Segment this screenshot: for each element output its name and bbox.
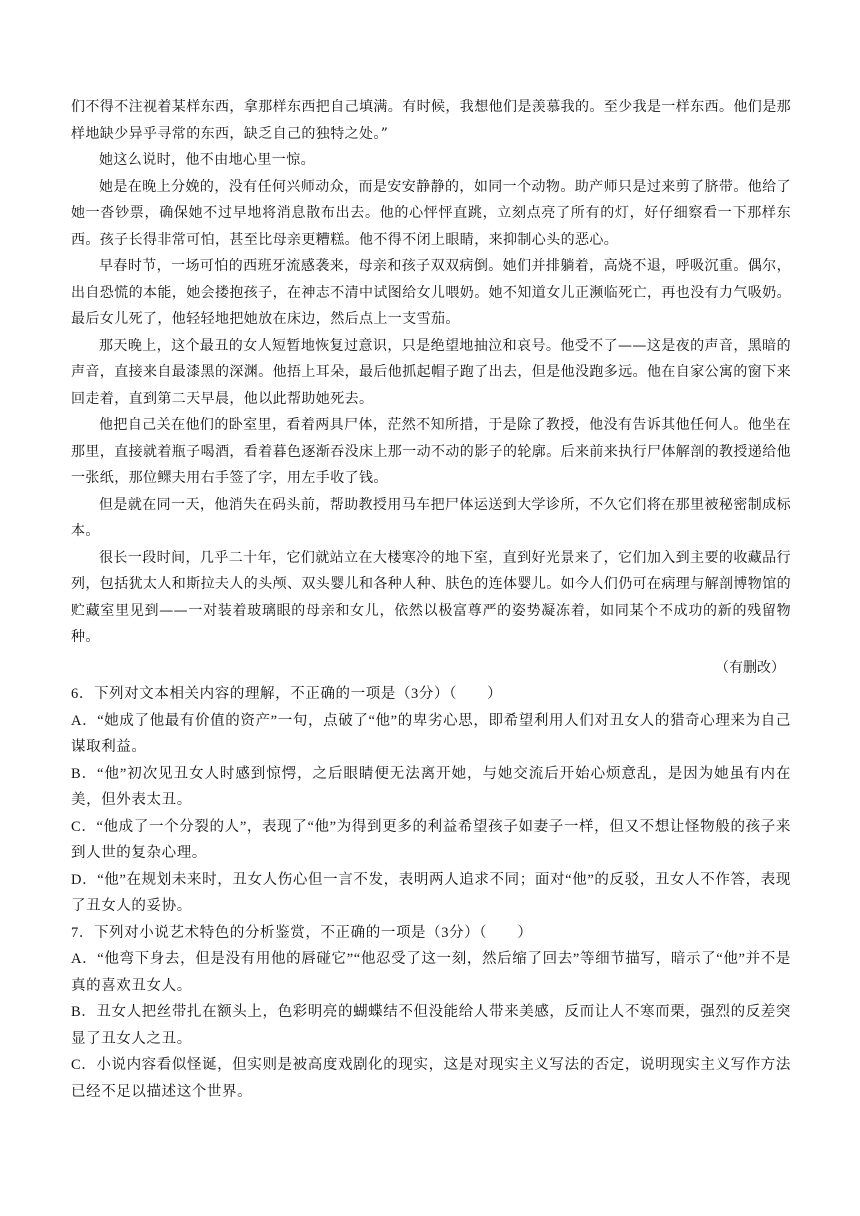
- question-7: [71, 920, 791, 1106]
- passage-paragraph: 但是就在同一天，他消失在码头前，帮助教授用马车把尸体运送到大学诊所，不久它们将在那里被秘密制成标本。: [71, 496, 791, 539]
- option-c: C．“他成了一个分裂的人”，表现了“他”为得到更多的利益希望孩子如妻子一样，但又不想让怪物般的孩子来到人世的复杂心理。: [71, 818, 791, 861]
- source-note: （有删改）: [715, 659, 785, 676]
- question-6: [71, 681, 791, 920]
- option-d: D．“他”在规划未来时，丑女人伤心但一言不发，表明两人追求不同；面对“他”的反驳，丑女人不作答，表现了丑女人的妥协。: [71, 871, 791, 914]
- option-c: C．小说内容看似怪诞，但实则是被高度戏剧化的现实，这是对现实主义写法的否定，说明现实主义写作方法已经不足以描述这个世界。: [71, 1057, 791, 1100]
- question-stem: 7．下列对小说艺术特色的分析鉴赏，不正确的一项是（3分）（ ）: [71, 924, 533, 941]
- passage-paragraph: 很长一段时间，几乎二十年，它们就站立在大楼寒冷的地下室，直到好光景来了，它们加入到主要的收藏品行列，包括犹太人和斯拉夫人的头颅、双头婴儿和各种人种、肤色的连体婴儿。如今人们仍可在病理与解剖博物馆的贮藏室里见到——一对装着玻璃眼的母亲和女儿，依然以极富尊严的姿势凝冻着，如同某个不成功的新的残留物种。: [71, 549, 791, 645]
- option-a: A．“他弯下身去，但是没有用他的唇碰它”“他忍受了这一刻，然后缩了回去”等细节描写，暗示了“他”并不是真的喜欢丑女人。: [71, 951, 791, 994]
- passage-paragraph: 她是在晚上分娩的，没有任何兴师动众，而是安安静静的，如同一个动物。助产师只是过来剪了脐带。他给了她一沓钞票，确保她不过早地将消息散布出去。他的心怦怦直跳，立刻点亮了所有的灯，好仔细察看一下那样东西。孩子长得非常可怕，甚至比母亲更糟糕。他不得不闭上眼睛，来抑制心头的恶心。: [71, 178, 791, 248]
- passage-paragraph: 们不得不注视着某样东西，拿那样东西把自己填满。有时候，我想他们是羡慕我的。至少我是一样东西。他们是那样地缺少异乎寻常的东西，缺乏自己的独特之处。”: [71, 99, 791, 142]
- exam-page: [71, 94, 791, 1105]
- option-b: B．“他”初次见丑女人时感到惊愕，之后眼睛便无法离开她，与她交流后开始心烦意乱，是因为她虽有内在美，但外表太丑。: [71, 765, 791, 808]
- option-a: A．“她成了他最有价值的资产”一句，点破了“他”的卑劣心思，即希望利用人们对丑女人的猎奇心理来为自己谋取利益。: [71, 712, 791, 755]
- passage-paragraph: 早春时节，一场可怕的西班牙流感袭来，母亲和孩子双双病倒。她们并排躺着，高烧不退，呼吸沉重。偶尔，出自恐慌的本能，她会搂抱孩子，在神志不清中试图给女儿喂奶。她不知道女儿正濒临死亡，再也没有力气吸奶。最后女儿死了，他轻轻地把她放在床边，然后点上一支雪茄。: [71, 258, 791, 327]
- reading-passage: [71, 94, 791, 681]
- passage-paragraph: 他把自己关在他们的卧室里，看着两具尸体，茫然不知所措，于是除了教授，他没有告诉其他任何人。他坐在那里，直接就着瓶子喝酒，看着暮色逐渐吞没床上那一动不动的影子的轮廓。后来前来执行尸体解剖的教授递给他一张纸，那位鳏夫用右手签了字，用左手收了钱。: [71, 417, 791, 486]
- question-stem: 6．下列对文本相关内容的理解，不正确的一项是（3分）（ ）: [71, 686, 503, 702]
- passage-paragraph: 那天晚上，这个最丑的女人短暂地恢复过意识，只是绝望地抽泣和哀号。他受不了——这是夜的声音，黑暗的声音，直接来自最漆黑的深渊。他捂上耳朵，最后他抓起帽子跑了出去，但是他没跑多远。他在自家公寓的窗下来回走着，直到第二天早晨，他以此帮助她死去。: [71, 337, 791, 407]
- option-b: B．丑女人把丝带扎在额头上，色彩明亮的蝴蝶结不但没能给人带来美感，反而让人不寒而栗，强烈的反差突显了丑女人之丑。: [71, 1004, 791, 1047]
- passage-paragraph: 她这么说时，他不由地心里一惊。: [99, 152, 315, 168]
